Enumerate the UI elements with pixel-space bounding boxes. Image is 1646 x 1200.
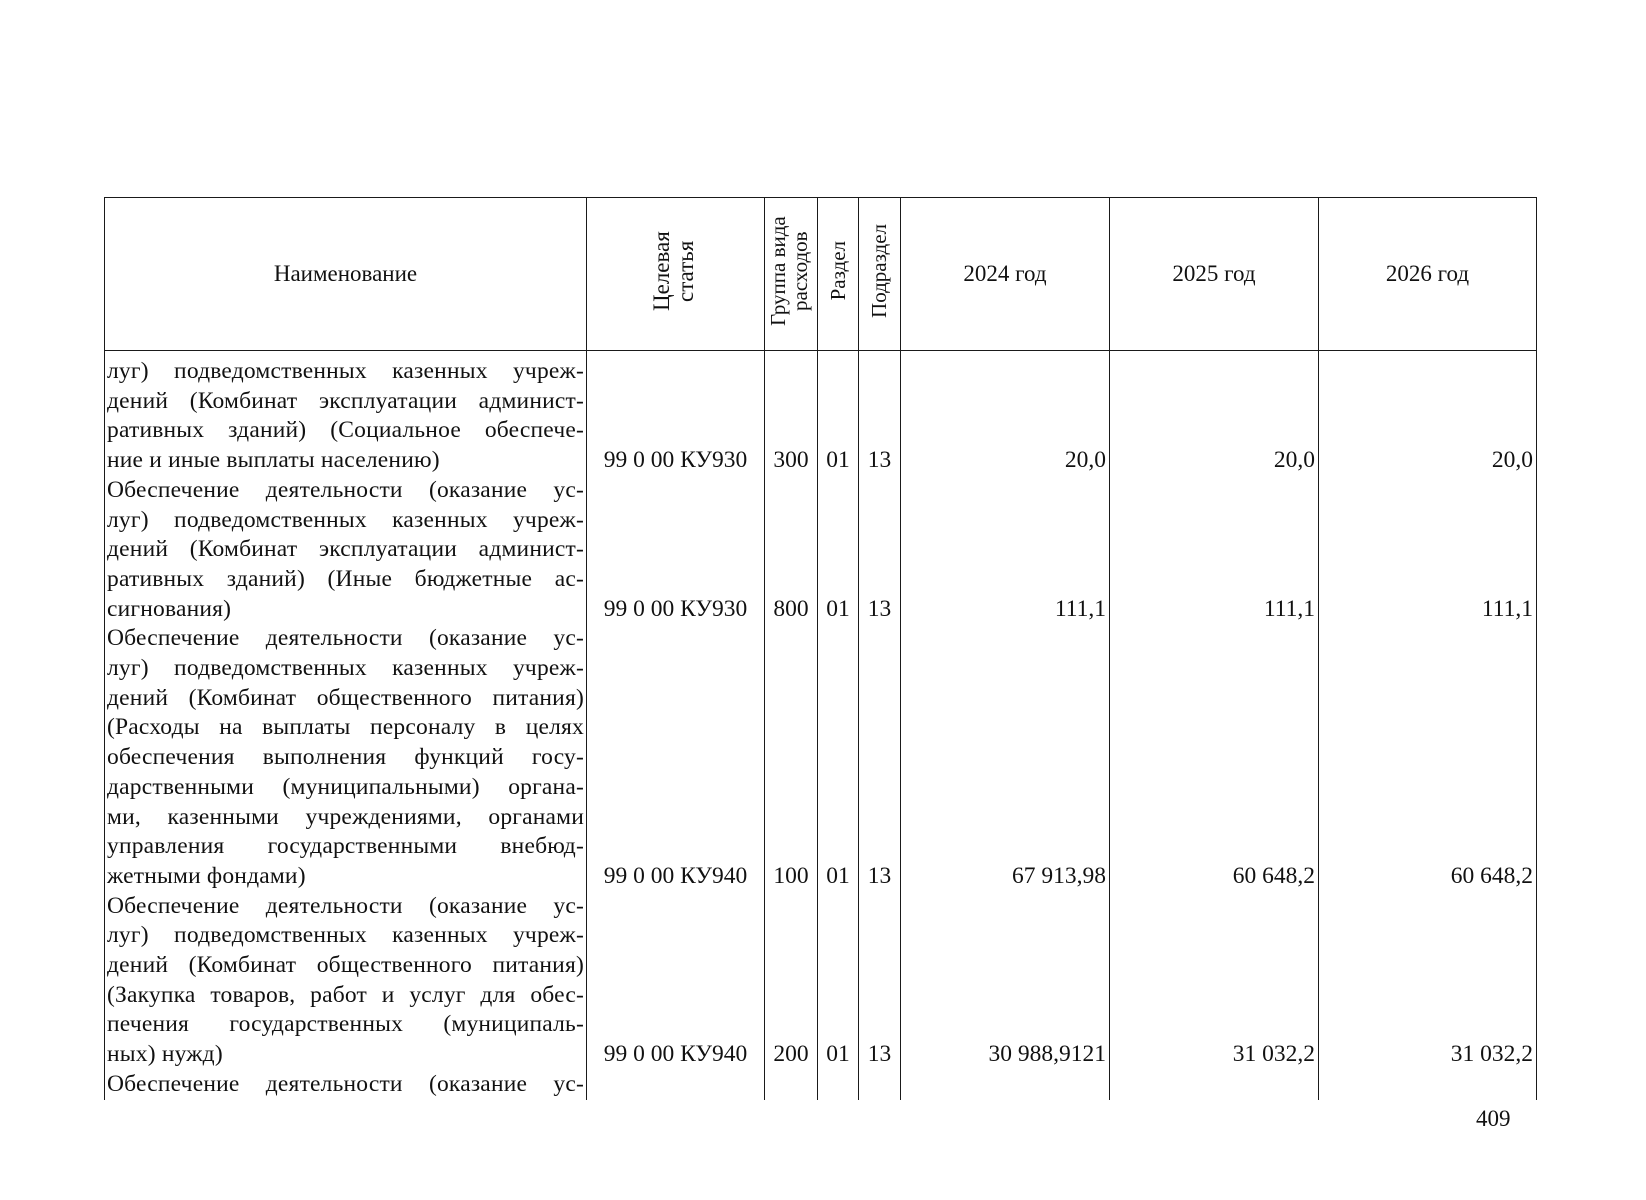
- row-name-line: (Закупка товаров, работ и услуг для обес-: [107, 981, 584, 1008]
- row-name-line: луг) подведомственных казенных учреж-: [107, 506, 584, 533]
- row-section: 01: [818, 476, 859, 625]
- row-name-line: ративных зданий) (Иные бюджетные ас-: [107, 565, 584, 592]
- table-header-row: [105, 198, 1537, 351]
- row-value-2025: 20,0: [1110, 351, 1319, 476]
- header-expense-group: Группа вида расходов: [765, 198, 818, 351]
- row-name-line: обеспечения выполнения функций госу-: [107, 744, 584, 771]
- empty-cell: [587, 1070, 765, 1100]
- row-name-line: управления государственными внебюд-: [107, 833, 584, 860]
- row-name-line: ных) нужд): [107, 1041, 223, 1068]
- empty-cell: [765, 1070, 818, 1100]
- header-year-2026: 2026 год: [1319, 198, 1537, 351]
- row-name: [105, 1070, 587, 1100]
- row-name-line: луг) подведомственных казенных учреж-: [107, 358, 584, 384]
- row-value-2026: 60 648,2: [1319, 624, 1537, 891]
- header-year-2024: 2024 год: [901, 198, 1110, 351]
- header-name: Наименование: [105, 198, 587, 351]
- row-subsection: 13: [859, 351, 901, 476]
- header-subsection: Подраздел: [859, 198, 901, 351]
- row-name-line: Обеспечение деятельности (оказание ус-: [107, 625, 584, 652]
- row-name-line: луг) подведомственных казенных учреж-: [107, 655, 584, 682]
- empty-cell: [1319, 1070, 1537, 1100]
- row-value-2025: 111,1: [1110, 476, 1319, 625]
- row-name-line: Обеспечение деятельности (оказание ус-: [107, 476, 584, 503]
- row-name-line: жетными фондами): [107, 862, 306, 889]
- table-row-continuation: [105, 1070, 1537, 1100]
- row-subsection: 13: [859, 892, 901, 1070]
- row-value-2024: 111,1: [901, 476, 1110, 625]
- row-section: 01: [818, 351, 859, 476]
- row-value-2024: 20,0: [901, 351, 1110, 476]
- row-name-line: дений (Комбинат эксплуатации админист-: [107, 536, 584, 563]
- header-target-article: Целевая статья: [587, 198, 765, 351]
- row-name-line: сигнования): [107, 595, 232, 622]
- table-row: [105, 892, 1537, 1070]
- row-target-article: 99 0 00 КУ930: [587, 351, 765, 476]
- row-value-2024: 67 913,98: [901, 624, 1110, 891]
- header-section: Раздел: [818, 198, 859, 351]
- row-name: [105, 892, 587, 1070]
- row-target-article: 99 0 00 КУ940: [587, 892, 765, 1070]
- table-row: [105, 624, 1537, 891]
- row-subsection: 13: [859, 476, 901, 625]
- empty-cell: [901, 1070, 1110, 1100]
- row-value-2025: 31 032,2: [1110, 892, 1319, 1070]
- row-name-line: ние и иные выплаты населению): [107, 447, 440, 474]
- empty-cell: [859, 1070, 901, 1100]
- header-year-2025: 2025 год: [1110, 198, 1319, 351]
- row-name: [105, 624, 587, 891]
- row-name: [105, 351, 587, 476]
- budget-table: [104, 197, 1537, 1100]
- page-number: 409: [1476, 1106, 1511, 1131]
- row-value-2024: 30 988,9121: [901, 892, 1110, 1070]
- row-name-line: дений (Комбинат общественного питания): [107, 684, 584, 711]
- row-expense-group: 200: [765, 892, 818, 1070]
- row-subsection: 13: [859, 624, 901, 891]
- row-value-2026: 20,0: [1319, 351, 1537, 476]
- row-name: [105, 476, 587, 625]
- empty-cell: [818, 1070, 859, 1100]
- row-name-line: дений (Комбинат эксплуатации админист-: [107, 387, 584, 414]
- table-row: [105, 476, 1537, 625]
- row-name-line: ративных зданий) (Социальное обеспече-: [107, 417, 584, 444]
- row-target-article: 99 0 00 КУ940: [587, 624, 765, 891]
- row-value-2026: 31 032,2: [1319, 892, 1537, 1070]
- row-value-2026: 111,1: [1319, 476, 1537, 625]
- row-name-line: печения государственных (муниципаль-: [107, 1011, 584, 1038]
- row-section: 01: [818, 892, 859, 1070]
- row-value-2025: 60 648,2: [1110, 624, 1319, 891]
- row-name-line: Обеспечение деятельности (оказание ус-: [107, 892, 584, 919]
- row-name-line: дений (Комбинат общественного питания): [107, 952, 584, 979]
- row-expense-group: 300: [765, 351, 818, 476]
- row-name-line: (Расходы на выплаты персоналу в целях: [107, 714, 584, 741]
- table-body: [105, 351, 1537, 1100]
- row-name-line: ми, казенными учреждениями, органами: [107, 803, 584, 830]
- row-name-line: Обеспечение деятельности (оказание ус-: [107, 1071, 584, 1098]
- row-expense-group: 100: [765, 624, 818, 891]
- row-section: 01: [818, 624, 859, 891]
- table-row: [105, 351, 1537, 476]
- row-name-line: дарственными (муниципальными) органа-: [107, 773, 584, 800]
- row-expense-group: 800: [765, 476, 818, 625]
- row-target-article: 99 0 00 КУ930: [587, 476, 765, 625]
- empty-cell: [1110, 1070, 1319, 1100]
- row-name-line: луг) подведомственных казенных учреж-: [107, 922, 584, 949]
